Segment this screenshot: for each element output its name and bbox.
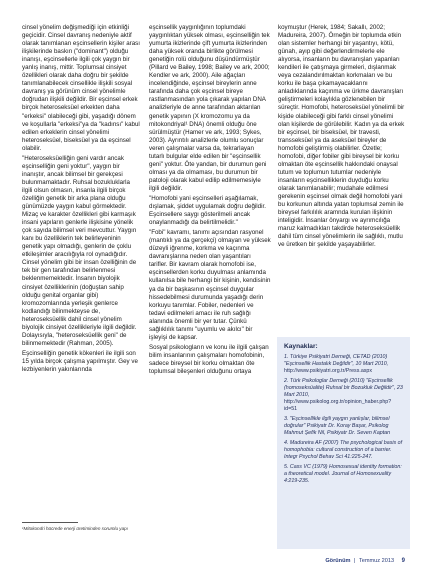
reference-item (284, 440, 404, 461)
reference-item (284, 464, 404, 485)
paragraph: "Homofobi yani eşcinselleri aşağılamak, dışlamak, şiddet uygulamak doğru değildir. Eşcinsellere saygı gösterilmeli ancak onaylanmadığı da belirtilmelidir." (149, 194, 266, 227)
footnote-divider (22, 522, 78, 523)
paragraph: koymuştur (Herek, 1984; Sakallı, 2002; Madureira, 2007). Örneğin bir toplumda etkin olan sistemler herhangi bir yaşantıyı, kötü, günah, ayıp gibi değerlendirmelerle ele alıyorsa, insanların bu davranışları yapanları kendileri ile çatışmaya girmeleri, dışlanmak veya cezalandırılmaktan korkmaları ve bu korku ile başa çıkamayacaklarını anladıklarında kaçınma ve ürkme davranışları geliştirmeleri kolaylıkla gözlenebilen bir süreçtir. Homofobi, heteroseksüel yönelimli bir kişide olabileceği gibi farklı cinsel yönelimi olan kişilerde de görülebilir. Kadın ya da erkek bir eşcinsel, bir biseksüel, bir travesti, transseksüel ya da aseksüel bireyler de homofobi geliştirmiş olabilirler. Özetle; homofobi, diğer fobiler gibi bireysel bir korku olmaktan öte eşcinsellik hakkındaki onaysal tutum ve toplumun tutumlar nedeniyle insanların eşcinselliklerin duyduğu korku olarak tanımlanabilir; mudahale edilmesi gerekenin eşcinsel olmak değil homofobi yani bu korkunun altında yatan toplumsal zemin ile bireysel farkılılık aramnda kurulan ilişkinin inteligidir. İnsanlar önyargı ve ayrımcılığa maruz kalmadıkları takdirde heteroseksüellik dahil tüm cinsel yönelimlerin ile sağlıklı, mutlu ve üretken bir şekilde yaşayabilirler. (278, 24, 405, 249)
text-column-3 (278, 24, 406, 332)
page-number: 9 (401, 558, 405, 564)
reference-link[interactable]: http://www.psikolog.org.tr/opinion_haber.php?id=51 (284, 399, 392, 412)
reference-text: 5. Cass VC (1979) Homosexual identity formation: a theoretical model. Journal of Homosexuality 4:219-235. (284, 464, 402, 484)
references-title: Kaynaklar: (284, 343, 318, 350)
footer-separator: | (354, 558, 356, 564)
reference-item (284, 416, 404, 437)
magazine-name: Görünüm (325, 558, 351, 564)
paragraph: eşcinsellik yaygınlığının toplumdaki yaygınlıktan yüksek olması, eşcinselliğin tek yumurta ikizlerinde çift yumurta ikizlerinden daha yüksek oranda birlikte görülmesi genetiğin rolü olduğunu düşündürmüştür (Pillard ve Bailey, 1998; Bailey ve ark, 2000; Kendler ve ark, 2000). Aile ağaçları incelendiğinde, eşcinsel bireylerin anne tarafında daha çok eşcinsel bireye rastlanmasından yola çıkarak yapılan DNA analizleriyle de anne tarafından aktarılan genetik yapının (X kromozomu ya da mitokondriyal¹ DNA) önemli olduğu öne sürülmüştür (Hamer ve ark, 1993; Sykes, 2003). Ayrıntılı analizlerle olumlu sonuçlar veren çalışmalar varsa da, tekrarlayan tutarlı bulgular elde edilen bir "eşcinsellik geni" yoktur. Öte yandan, bir durumun geni olması ya da olmaması, bu durumun bir patoloji olarak kabul edilip edilmemesiyle ilgili değildir. (149, 24, 270, 192)
text-column-2 (149, 24, 271, 546)
reference-text: 4. Madureira AF (2007) The psychological basis of homophobia: cultural construction of a barrier. Integr Psychol Behav Sci 41:225-247. (284, 440, 403, 460)
paragraph: Sosyal psikologların ve konu ile ilgili çalışan bilim insanlarının çalışmaları homofobinin, sadece bireysel bir korku olmaktan öte toplumsal bileşenleri olduğunu ortaya (149, 343, 269, 375)
reference-text: 2. Türk Psikologlar Derneği (2010) "Eşcinsellik (homoseksüalite) Ruhsal bir Bozukluk Değildir", 23 Mart 2010, (284, 378, 403, 398)
paragraph: Eşcinselliğin genetik kökenleri ile ilgili son 15 yılda birçok çalışma yapılmıştır. Gey ve lezbiyenlerin yakınlarında (22, 349, 138, 373)
reference-item (284, 354, 404, 375)
paragraph: "Heteroseksüelliğin geni vardır ancak eşcinselliğin geni yoktur", yaygın bir inanıştır, ancak bilimsel bir gerekçesi bulunmamaktadır. Ruhsal bozukluklarla ilgili olsun olmasın, insanla ilgili birçok özelliğin genetik bir arka plana olduğu günümüzde yaygın kabul görmektedir. Mizaç ve karakter özellikleri gibi karmaşık insani yapıların genlerle ilişkisine yönelik çok sayıda bilimsel veri mevcuttur. Yaygın kanı bu özelliklerin tek belirleyeninin genetik yapı olmadığı, genlerin de çoklu etkileşimler aracılığıyla rol oynadığıdır. Cinsel yönelim gibi bir insan özelliğinin de tek bir gen tarafından belirlenmesi beklenmemektedir. İnsanın biyolojik cinsiyet özelliklerinin (doğuştan sahip olduğu genital organlar gibi) kromozomlarında yerleşik genlerce kodlandığı bilinmekteyse de, heteroseksüellik dahil cinsel yönelim biyolojik cinsiyet özellikleriyle ilgili değildir. Dolayısıyla, "heteroseksüellik geni" de bilinmemektedir (Rahman, 2005). (22, 154, 137, 347)
reference-link[interactable]: http://www.psikiyatri.org.tr/Press.aspx (284, 368, 373, 374)
reference-item (284, 378, 404, 413)
issue-date: Temmuz 2013 (358, 558, 395, 564)
footnote: ¹Mitokondri hücrede enerji üretiminden sorumlu yapı (22, 526, 128, 531)
paragraph: cinsel yönelim değişmediği için etkinliği geçicidir. Cinsel davranış nedeniyle aktif olarak tanımlanan eşcinsellerin kişiler arası ilişkilerinde baskın ("dominant") olduğu inanışı, eşcinsellerle ilgili çok yaygın bir yanlış inanış, mittir. Toplumsal cinsiyet özellikleri olarak daha doğru bir şekilde tanımlanabilecek cinsellikle ilişkili sosyal davranış ya görünüm cinsel yönelimle doğrudan ilişkili değildir. Bir eşcinsel erkek birçok heteroseksüel erkekten daha "erkeksi" olabileceği gibi, yaşadığı dönem ve koşullarla "erkeksi"ya da "kadınsı" kabul edilen erkeklerin cinsel yönelimi heteroseksüel, biseksüel ya da eşcinsel olabilir. (22, 24, 140, 152)
text-column-1 (22, 24, 142, 514)
references-list (284, 354, 404, 485)
reference-text: 3. "Eşcinsellikle ilgili yaygın yanlışlar, bilimsel doğrular" Psikiyatr Dr. Koray Başar, Psikolog Mahmut Şefik Nil, Psikiyatr Dr. Seven Kaptan (284, 416, 391, 436)
paragraph: "Fobi" kavramı, tanımı açısından rasyonel (mantıklı ya da gerçekçi) olmayan ve yüksek düzeyli iğrenme, korkma ve kaçınma davranışlarına neden olan yaşantıları tarifler. Bir kavram olarak homofobi ise, eşcinsellerden korku duyulması anlamında kullanılsa bile herhangi bir kişinin, kendisinin ya da bir başkasının eşcinsel duygular hissedebilmesi durumunda yaşadığı derin korkuyu tanımlar. Fobiler, nedenleri ve tedavi edilmeleri amacı ile ruh sağlığı alanında önemli bir yer tutar. Çünkü sağlıklılık tanımı "uyumlu ve akılcı" bir işleyişi de kapsar. (149, 229, 271, 341)
references-box (277, 337, 410, 549)
reference-text: 1. Türkiye Psikiyatri Derneği, CETAD (2010) "Eşcinsellik Hastalık Değildir", 10 Mart 2010, (284, 354, 389, 367)
page-footer (325, 558, 405, 564)
